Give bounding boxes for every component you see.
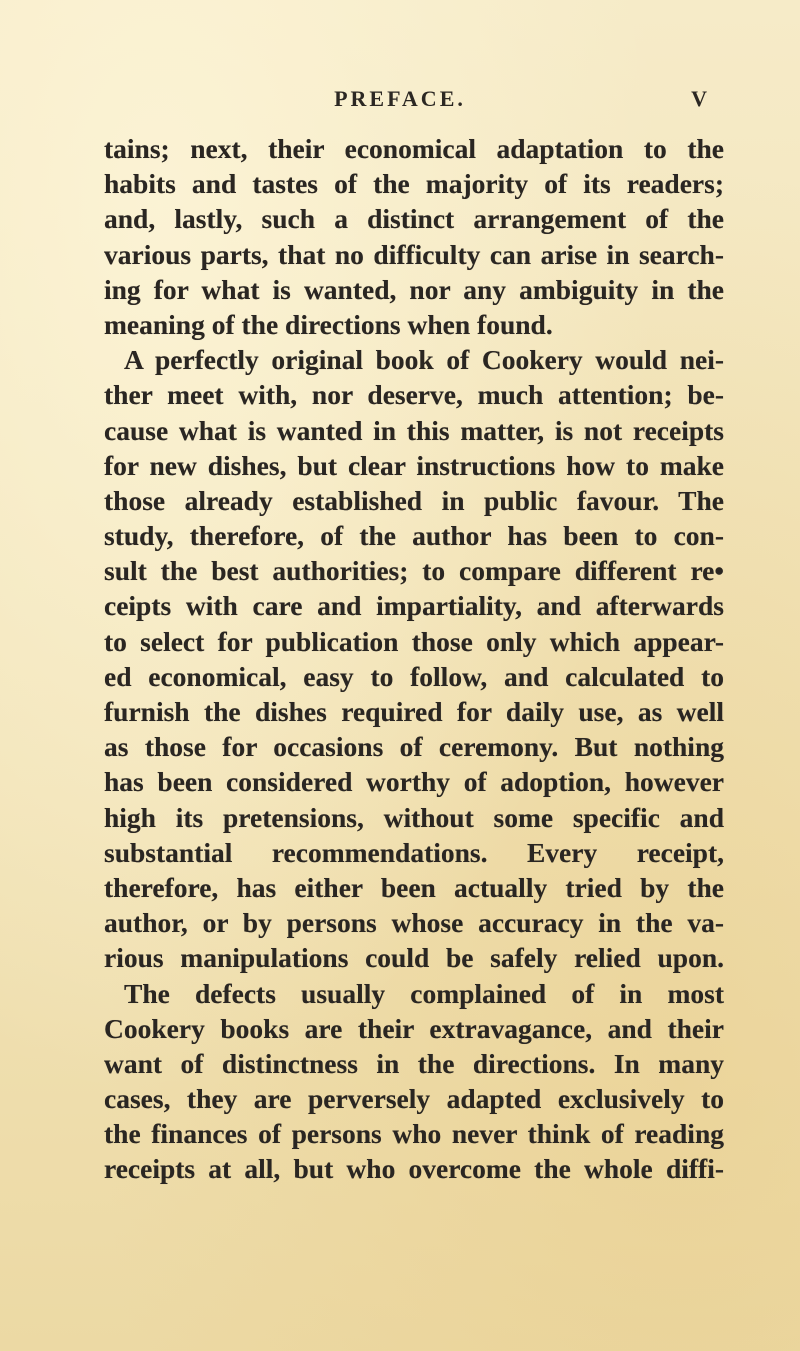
text-line: cause what is wanted in this matter, is not receipts <box>104 414 724 446</box>
running-head <box>0 86 800 116</box>
text-line: tains; next, their economical adaptation to the <box>104 133 724 164</box>
text-line: as those for occasions of ceremony. But nothing <box>104 731 724 763</box>
body-text <box>104 131 724 1187</box>
text-line: meaning of the directions when found. <box>104 308 553 340</box>
text-line: and, lastly, such a distinct arrangement of the <box>104 203 724 235</box>
text-line: ceipts with care and impartiality, and afterwards <box>104 590 724 622</box>
text-line: furnish the dishes required for daily use, as well <box>104 696 724 727</box>
text-line: substantial recommendations. Every receipt, <box>104 836 724 868</box>
text-line: has been considered worthy of adoption, however <box>104 766 724 798</box>
text-line: high its pretensions, without some specific and <box>104 801 724 833</box>
text-line: various parts, that no difficulty can arise in search- <box>104 238 724 270</box>
text-line: ing for what is wanted, nor any ambiguity in the <box>104 273 724 305</box>
text-line: ther meet with, nor deserve, much attention; be- <box>104 379 724 411</box>
text-line: The defects usually complained of in most <box>124 977 724 1009</box>
text-line: for new dishes, but clear instructions how to make <box>104 449 724 481</box>
text-line: Cookery books are their extravagance, and their <box>104 1012 724 1044</box>
text-line: A perfectly original book of Cookery would nei- <box>124 344 724 376</box>
text-line: receipts at all, but who overcome the whole diffi- <box>104 1153 724 1185</box>
text-line: cases, they are perversely adapted exclusively to <box>104 1083 724 1115</box>
text-line: study, therefore, of the author has been to con- <box>104 520 724 552</box>
text-line: rious manipulations could be safely relied upon. <box>104 942 724 974</box>
text-line: habits and tastes of the majority of its readers; <box>104 168 724 200</box>
text-line: sult the best authorities; to compare different re• <box>104 555 724 587</box>
text-line: author, or by persons whose accuracy in the va- <box>104 907 724 939</box>
text-line: ed economical, easy to follow, and calculated to <box>104 660 724 692</box>
text-line: to select for publication those only which appear- <box>104 625 724 657</box>
text-line: want of distinctness in the directions. In many <box>104 1047 724 1079</box>
text-line: the finances of persons who never think of reading <box>104 1118 724 1150</box>
text-line: therefore, has either been actually tried by the <box>104 871 724 903</box>
page-number: V <box>691 86 707 111</box>
running-title: PREFACE. <box>334 86 466 111</box>
text-line: those already established in public favour. The <box>104 484 724 516</box>
